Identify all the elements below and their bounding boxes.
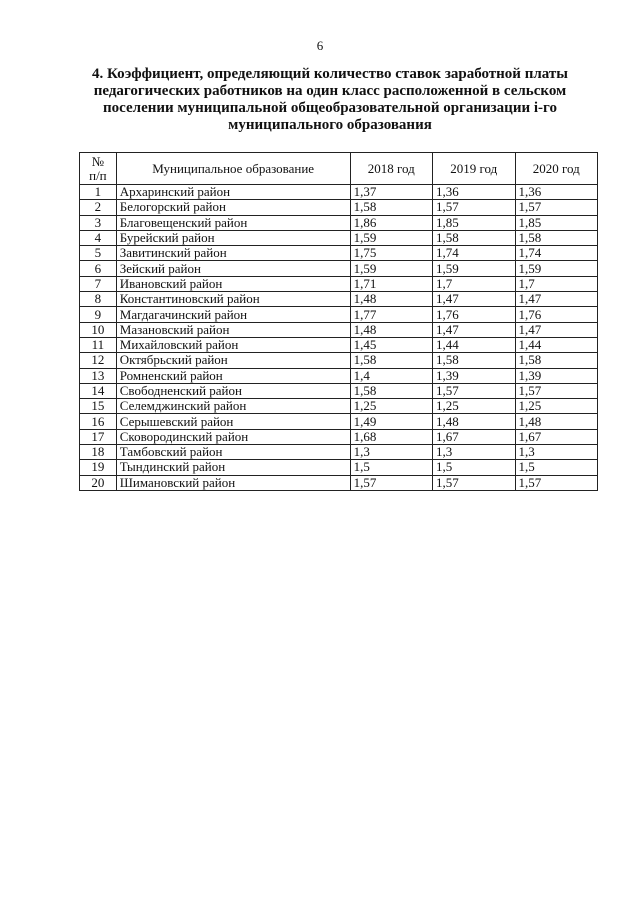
row-value-2019: 1,57	[433, 475, 515, 490]
row-value-2019: 1,47	[433, 292, 515, 307]
row-value-2018: 1,58	[350, 200, 432, 215]
row-value-2019: 1,67	[433, 429, 515, 444]
row-municipality: Селемджинский район	[116, 399, 350, 414]
row-municipality: Серышевский район	[116, 414, 350, 429]
row-municipality: Ромненский район	[116, 368, 350, 383]
coefficient-table	[79, 152, 598, 491]
table-row	[80, 230, 598, 245]
section-title: 4. Коэффициент, определяющий количество ставок заработной платы педагогических работников на один класс расположенной в сельском поселении муниципальной общеобразовательной организации i-го муниципального образования	[92, 66, 568, 133]
row-number: 18	[80, 445, 117, 460]
table-row	[80, 383, 598, 398]
row-value-2018: 1,5	[350, 460, 432, 475]
table-body	[80, 185, 598, 491]
row-value-2019: 1,59	[433, 261, 515, 276]
row-number: 17	[80, 429, 117, 444]
header-2019: 2019 год	[433, 153, 515, 185]
row-value-2020: 1,58	[515, 353, 598, 368]
row-number: 1	[80, 185, 117, 200]
row-value-2018: 1,3	[350, 445, 432, 460]
header-num	[80, 153, 117, 185]
row-value-2020: 1,59	[515, 261, 598, 276]
row-municipality: Бурейский район	[116, 230, 350, 245]
row-number: 6	[80, 261, 117, 276]
row-value-2019: 1,57	[433, 200, 515, 215]
row-municipality: Белогорский район	[116, 200, 350, 215]
row-value-2019: 1,25	[433, 399, 515, 414]
row-value-2020: 1,47	[515, 322, 598, 337]
row-number: 9	[80, 307, 117, 322]
row-number: 14	[80, 383, 117, 398]
row-value-2019: 1,7	[433, 276, 515, 291]
row-number: 15	[80, 399, 117, 414]
row-municipality: Михайловский район	[116, 337, 350, 352]
row-number: 19	[80, 460, 117, 475]
row-number: 4	[80, 230, 117, 245]
table-row	[80, 261, 598, 276]
row-value-2019: 1,3	[433, 445, 515, 460]
row-municipality: Ивановский район	[116, 276, 350, 291]
row-value-2018: 1,57	[350, 475, 432, 490]
header-num-line2: п/п	[89, 167, 107, 183]
row-value-2019: 1,57	[433, 383, 515, 398]
table-row	[80, 200, 598, 215]
table-row	[80, 322, 598, 337]
row-municipality: Магдагачинский район	[116, 307, 350, 322]
row-value-2020: 1,5	[515, 460, 598, 475]
table-row	[80, 475, 598, 490]
table-header-row	[80, 153, 598, 185]
row-value-2020: 1,85	[515, 215, 598, 230]
row-value-2018: 1,58	[350, 383, 432, 398]
row-number: 3	[80, 215, 117, 230]
row-value-2020: 1,47	[515, 292, 598, 307]
row-value-2018: 1,71	[350, 276, 432, 291]
row-number: 11	[80, 337, 117, 352]
row-value-2018: 1,37	[350, 185, 432, 200]
row-number: 12	[80, 353, 117, 368]
row-value-2019: 1,47	[433, 322, 515, 337]
row-municipality: Благовещенский район	[116, 215, 350, 230]
row-value-2020: 1,25	[515, 399, 598, 414]
row-value-2018: 1,58	[350, 353, 432, 368]
row-municipality: Шимановский район	[116, 475, 350, 490]
row-value-2020: 1,58	[515, 230, 598, 245]
row-municipality: Архаринский район	[116, 185, 350, 200]
row-value-2018: 1,59	[350, 230, 432, 245]
row-number: 7	[80, 276, 117, 291]
row-number: 10	[80, 322, 117, 337]
row-value-2018: 1,68	[350, 429, 432, 444]
row-value-2019: 1,39	[433, 368, 515, 383]
row-value-2020: 1,39	[515, 368, 598, 383]
header-2018: 2018 год	[350, 153, 432, 185]
row-value-2020: 1,48	[515, 414, 598, 429]
row-value-2019: 1,76	[433, 307, 515, 322]
row-value-2020: 1,57	[515, 475, 598, 490]
row-value-2019: 1,36	[433, 185, 515, 200]
header-2020: 2020 год	[515, 153, 598, 185]
row-value-2019: 1,44	[433, 337, 515, 352]
row-value-2018: 1,48	[350, 322, 432, 337]
row-value-2019: 1,74	[433, 246, 515, 261]
row-value-2018: 1,77	[350, 307, 432, 322]
row-municipality: Тындинский район	[116, 460, 350, 475]
row-number: 16	[80, 414, 117, 429]
table-row	[80, 368, 598, 383]
row-value-2018: 1,25	[350, 399, 432, 414]
row-value-2019: 1,85	[433, 215, 515, 230]
row-number: 5	[80, 246, 117, 261]
row-municipality: Завитинский район	[116, 246, 350, 261]
table-row	[80, 414, 598, 429]
table-row	[80, 292, 598, 307]
row-municipality: Сковородинский район	[116, 429, 350, 444]
row-value-2019: 1,58	[433, 230, 515, 245]
table-row	[80, 429, 598, 444]
row-municipality: Октябрьский район	[116, 353, 350, 368]
row-value-2019: 1,5	[433, 460, 515, 475]
row-value-2020: 1,57	[515, 200, 598, 215]
row-value-2020: 1,57	[515, 383, 598, 398]
row-value-2020: 1,3	[515, 445, 598, 460]
header-num-line1: №	[91, 153, 105, 169]
row-municipality: Зейский район	[116, 261, 350, 276]
row-number: 13	[80, 368, 117, 383]
table-row	[80, 445, 598, 460]
table-row	[80, 307, 598, 322]
row-value-2020: 1,74	[515, 246, 598, 261]
table-row	[80, 353, 598, 368]
table-row	[80, 185, 598, 200]
table-row	[80, 246, 598, 261]
row-value-2018: 1,49	[350, 414, 432, 429]
row-number: 20	[80, 475, 117, 490]
row-value-2019: 1,48	[433, 414, 515, 429]
row-number: 8	[80, 292, 117, 307]
row-value-2018: 1,75	[350, 246, 432, 261]
table-row	[80, 399, 598, 414]
row-number: 2	[80, 200, 117, 215]
table-row	[80, 215, 598, 230]
row-municipality: Свободненский район	[116, 383, 350, 398]
row-municipality: Тамбовский район	[116, 445, 350, 460]
header-municipality: Муниципальное образование	[116, 153, 350, 185]
row-municipality: Константиновский район	[116, 292, 350, 307]
page-number: 6	[316, 38, 324, 53]
table-row	[80, 460, 598, 475]
row-value-2020: 1,36	[515, 185, 598, 200]
table-row	[80, 276, 598, 291]
row-value-2020: 1,44	[515, 337, 598, 352]
row-value-2019: 1,58	[433, 353, 515, 368]
row-value-2020: 1,67	[515, 429, 598, 444]
row-value-2018: 1,4	[350, 368, 432, 383]
row-value-2018: 1,59	[350, 261, 432, 276]
row-municipality: Мазановский район	[116, 322, 350, 337]
table-row	[80, 337, 598, 352]
row-value-2018: 1,48	[350, 292, 432, 307]
row-value-2018: 1,86	[350, 215, 432, 230]
row-value-2018: 1,45	[350, 337, 432, 352]
row-value-2020: 1,7	[515, 276, 598, 291]
row-value-2020: 1,76	[515, 307, 598, 322]
